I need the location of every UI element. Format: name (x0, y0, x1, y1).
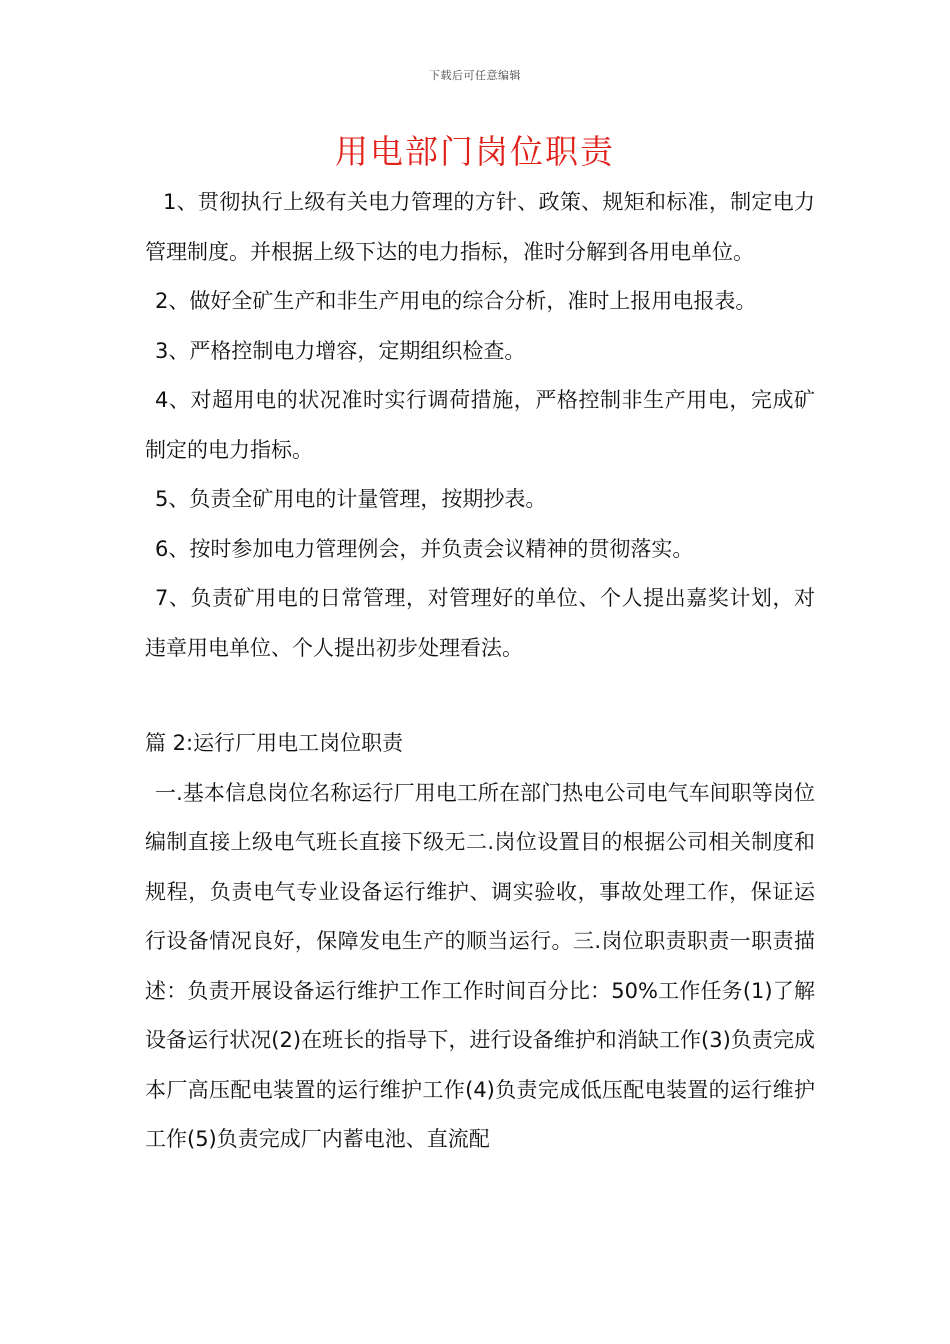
document-body (145, 178, 815, 1165)
section-body: 一.基本信息岗位名称运行厂用电工所在部门热电公司电气车间职等岗位编制直接上级电气班长直接下级无二.岗位设置目的根据公司相关制度和规程，负责电气专业设备运行维护、调实验收，事故处理工作，保证运行设备情况良好，保障发电生产的顺当运行。三.岗位职责职责一职责描述：负责开展设备运行维护工作工作时间百分比：50%工作任务(1)了解设备运行状况(2)在班长的指导下，进行设备维护和消缺工作(3)负责完成本厂高压配电装置的运行维护工作(4)负责完成低压配电装置的运行维护工作(5)负责完成厂内蓄电池、直流配 (145, 780, 815, 1151)
duty-item-4: 4、对超用电的状况准时实行调荷措施，严格控制非生产用电，完成矿制定的电力指标。 (145, 388, 815, 462)
duty-item-1: 1、贯彻执行上级有关电力管理的方针、政策、规矩和标准，制定电力管理制度。并根据上级下达的电力指标，准时分解到各用电单位。 (145, 190, 815, 264)
duty-item-5: 5、负责全矿用电的计量管理，按期抄表。 (155, 487, 547, 511)
duty-item-2: 2、做好全矿生产和非生产用电的综合分析，准时上报用电报表。 (155, 289, 757, 313)
duty-item-7: 7、负责矿用电的日常管理，对管理好的单位、个人提出嘉奖计划，对违章用电单位、个人提出初步处理看法。 (145, 586, 815, 660)
header-note: 下载后可任意编辑 (429, 69, 521, 82)
duty-item-6: 6、按时参加电力管理例会，并负责会议精神的贯彻落实。 (155, 536, 694, 561)
section-spacer (145, 673, 815, 719)
duty-item-3: 3、严格控制电力增容，定期组织检查。 (155, 338, 526, 363)
document-title: 用电部门岗位职责 (335, 132, 615, 171)
section-heading: 篇 2:运行厂用电工岗位职责 (145, 731, 404, 755)
